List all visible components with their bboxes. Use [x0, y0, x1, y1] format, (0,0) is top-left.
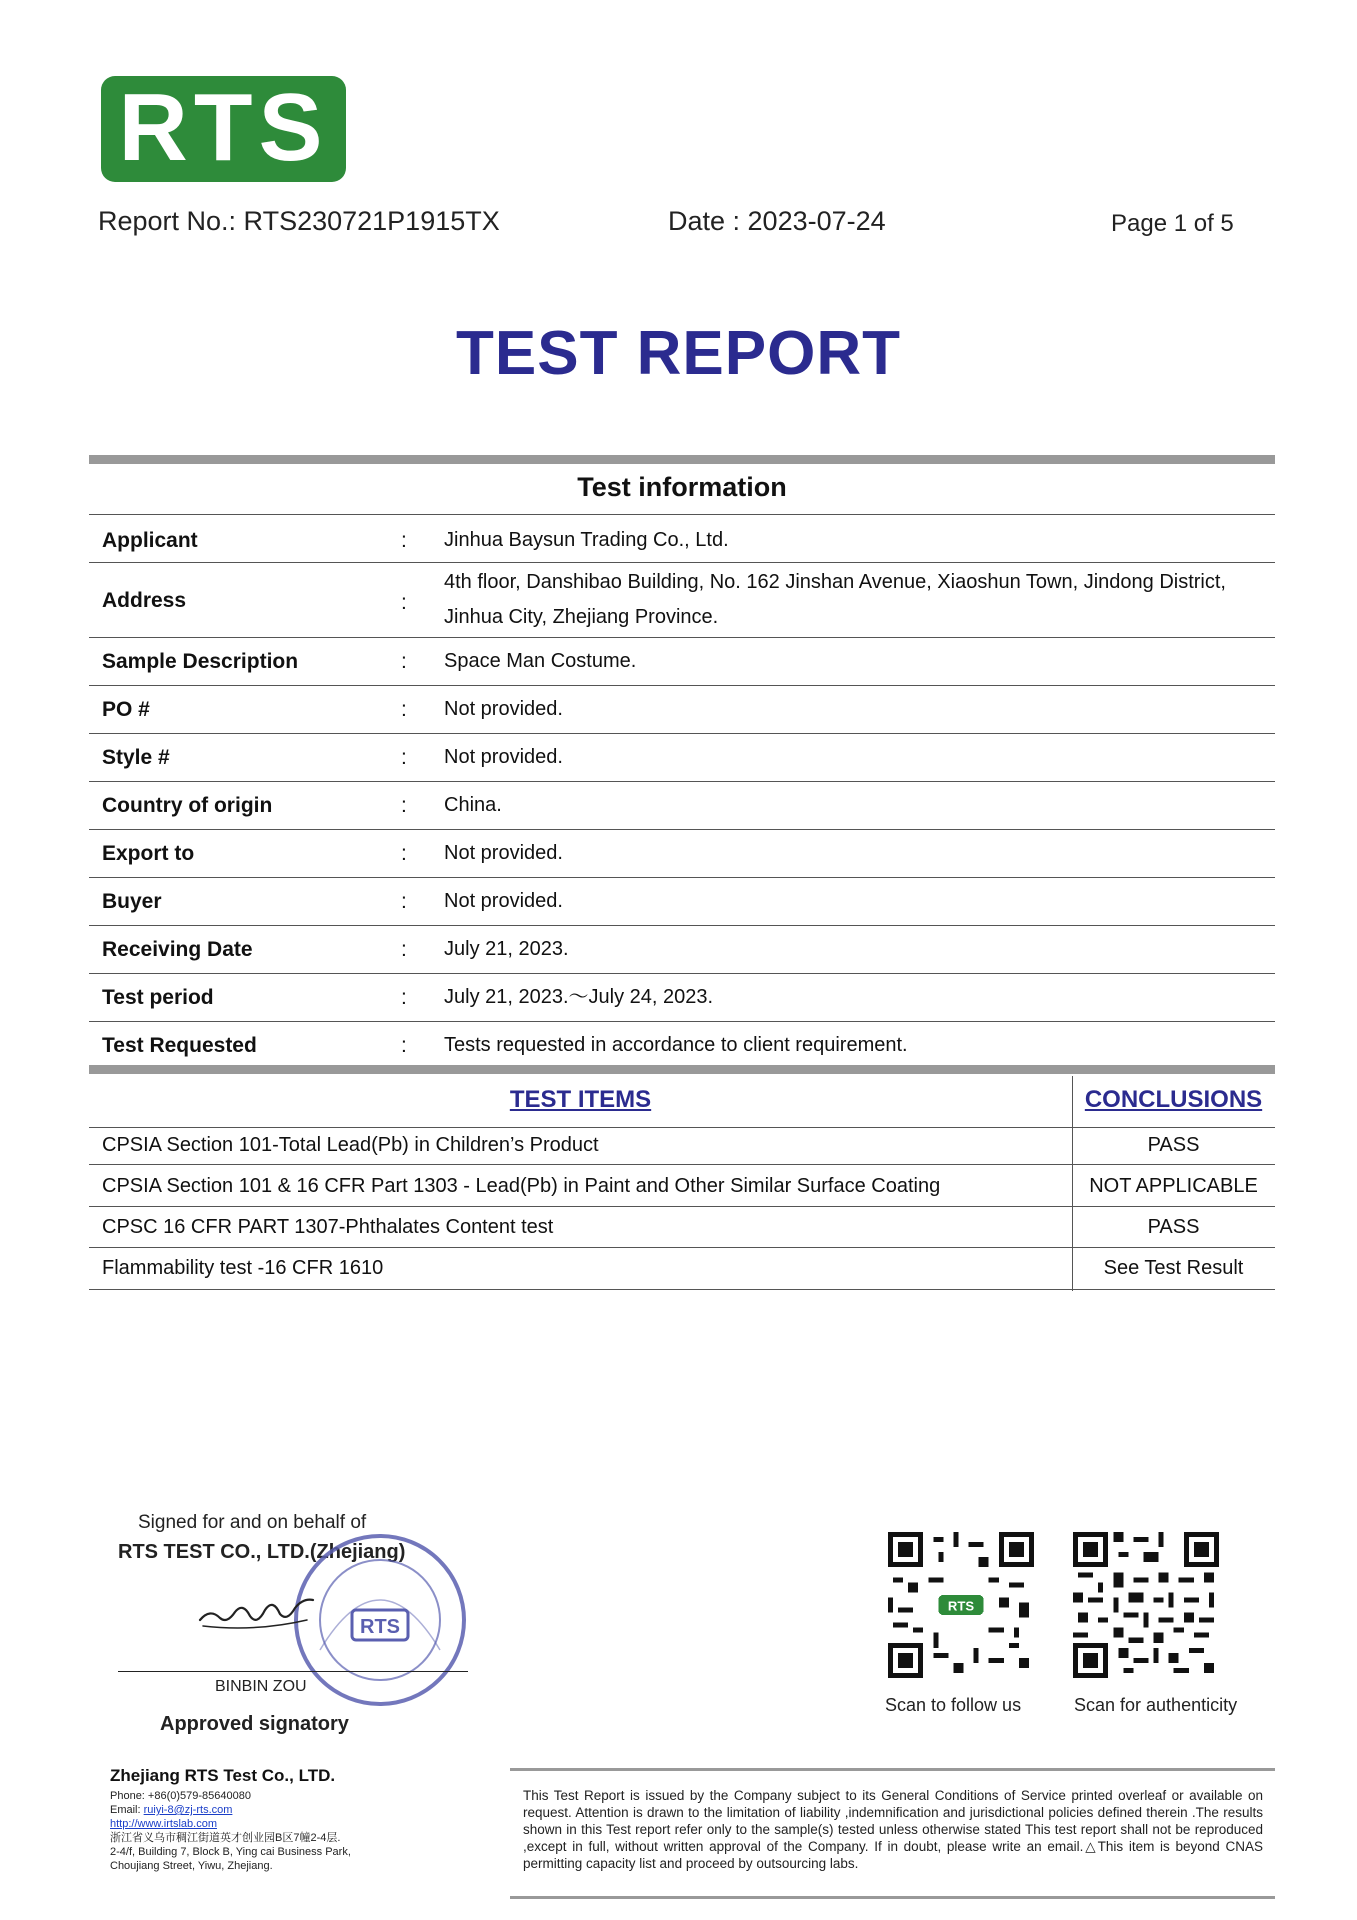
info-value: 4th floor, Danshibao Building, No. 162 Jinshan Avenue, Xiaoshun Town, Jindong District, Jinhua City, Zhejiang Province.: [444, 571, 1226, 628]
info-label: Buyer: [102, 890, 162, 913]
info-colon: :: [401, 746, 407, 769]
info-label: PO #: [102, 698, 150, 721]
header-test-items: TEST ITEMS: [509, 1086, 652, 1113]
test-item-name: CPSIA Section 101-Total Lead(Pb) in Children’s Product: [102, 1134, 599, 1156]
info-row-country-of-origin: [89, 782, 1275, 829]
test-item-name: Flammability test -16 CFR 1610: [102, 1257, 384, 1279]
info-value: Not provided.: [444, 746, 563, 768]
divider: [89, 1247, 1275, 1248]
footer-address-en-2: Choujiang Street, Yiwu, Zhejiang.: [110, 1860, 273, 1872]
report-number: Report No.: RTS230721P1915TX: [98, 206, 500, 236]
test-item-conclusion: See Test Result: [1103, 1257, 1244, 1279]
info-label: Sample Description: [102, 650, 299, 673]
info-label: Country of origin: [102, 794, 273, 817]
info-value: Jinhua Baysun Trading Co., Ltd.: [444, 529, 729, 551]
info-value: Space Man Costume.: [444, 650, 637, 672]
footer-company: Zhejiang RTS Test Co., LTD.: [110, 1766, 336, 1785]
divider: [89, 1127, 1275, 1128]
info-value: July 21, 2023.: [444, 938, 569, 960]
rts-logo: [101, 76, 346, 182]
footer-phone: Phone: +86(0)579-85640080: [110, 1790, 251, 1802]
footer-address-cn: 浙江省义乌市稠江街道英才创业园B区7幢2-4层.: [110, 1832, 341, 1844]
info-colon: :: [401, 842, 407, 865]
info-colon: :: [401, 650, 407, 673]
info-colon: :: [401, 890, 407, 913]
qr-caption-authenticity: Scan for authenticity: [1074, 1695, 1238, 1715]
info-row-buyer: [89, 878, 1275, 925]
disclaimer-text: This Test Report is issued by the Company subject to its General Conditions of Service printed overleaf or available on request. Attention is drawn to the limitation of liability ,indemnification and jurisdictional policies defined therein .The results shown in this Test report refer only to the sample(s) tested unless otherwise stated This test report shall not be reproduced ,except in full, without written approval of the Company. If in doubt, please write an email.△This item is beyond CNAS permitting capacity list and proceed by outsourcing labs.: [523, 1788, 1263, 1871]
info-colon: :: [401, 698, 407, 721]
info-label: Receiving Date: [102, 938, 253, 961]
signature-line: [118, 1671, 468, 1672]
test-item-conclusion: PASS: [1147, 1216, 1200, 1238]
section-heading: Test information: [577, 472, 787, 502]
page-number: Page 1 of 5: [1111, 210, 1234, 237]
svg-text:RTS: RTS: [360, 1616, 400, 1638]
info-colon: :: [401, 794, 407, 817]
qr-code-authenticity[interactable]: [1073, 1532, 1219, 1678]
info-row-test-requested: [89, 1022, 1275, 1069]
info-row-receiving-date: [89, 926, 1275, 973]
test-item-conclusion: PASS: [1147, 1134, 1200, 1156]
info-colon: :: [401, 986, 407, 1009]
logo-text: RTS: [118, 74, 329, 181]
section-divider: [89, 1065, 1275, 1074]
report-date: Date : 2023-07-24: [668, 206, 886, 236]
page-title: TEST REPORT: [455, 319, 902, 388]
test-item-name: CPSIA Section 101 & 16 CFR Part 1303 - Lead(Pb) in Paint and Other Similar Surface Coating: [102, 1175, 941, 1197]
test-item-name: CPSC 16 CFR PART 1307-Phthalates Content test: [102, 1216, 554, 1238]
info-value: July 21, 2023.～July 24, 2023.: [444, 986, 714, 1008]
footer-email-label: Email:: [110, 1804, 144, 1816]
info-value: Tests requested in accordance to client requirement.: [444, 1034, 908, 1056]
info-value: Not provided.: [444, 890, 563, 912]
info-label: Test Requested: [102, 1034, 257, 1057]
header-conclusions: CONCLUSIONS: [1084, 1086, 1263, 1113]
info-colon: :: [401, 1034, 407, 1057]
signer-name: BINBIN ZOU: [215, 1678, 307, 1695]
info-label: Applicant: [102, 529, 198, 552]
disclaimer-top-bar: [510, 1768, 1275, 1771]
footer-address-en-1: 2-4/f, Building 7, Block B, Ying cai Business Park,: [110, 1846, 351, 1858]
svg-text:RTS: RTS: [947, 1598, 975, 1614]
info-value: China.: [444, 794, 502, 816]
test-item-conclusion: NOT APPLICABLE: [1089, 1175, 1258, 1197]
signed-for-text: Signed for and on behalf of: [138, 1512, 367, 1533]
qr-code-follow[interactable]: [888, 1532, 1034, 1678]
info-label: Address: [102, 589, 187, 612]
footer-email-link[interactable]: ruiyi-8@zj-rts.com: [143, 1804, 233, 1816]
info-row-sample-description: [89, 638, 1275, 685]
info-colon: :: [401, 938, 407, 961]
disclaimer-bottom-bar: [510, 1896, 1275, 1899]
info-colon: :: [401, 591, 407, 614]
info-row-style: [89, 734, 1275, 781]
info-row-applicant: [89, 515, 1275, 562]
info-row-test-period: [89, 974, 1275, 1021]
info-value: Not provided.: [444, 842, 563, 864]
divider: [89, 1289, 1275, 1290]
info-label: Style #: [102, 746, 170, 769]
info-value: Not provided.: [444, 698, 563, 720]
footer-email-row: [110, 1803, 232, 1817]
qr-caption-follow: Scan to follow us: [885, 1695, 1022, 1715]
info-colon: :: [401, 529, 407, 552]
section-divider: [89, 455, 1275, 464]
info-row-export-to: [89, 830, 1275, 877]
divider: [89, 1206, 1275, 1207]
signing-company: RTS TEST CO., LTD.(Zhejiang): [118, 1541, 406, 1563]
info-label: Test period: [102, 986, 214, 1009]
info-row-address: [89, 563, 1275, 637]
info-row-po: [89, 686, 1275, 733]
divider: [89, 1164, 1275, 1165]
info-label: Export to: [102, 842, 195, 865]
footer-website-link[interactable]: http://www.irtslab.com: [110, 1818, 217, 1830]
signer-role: Approved signatory: [160, 1713, 349, 1735]
handwritten-signature: [195, 1580, 325, 1640]
